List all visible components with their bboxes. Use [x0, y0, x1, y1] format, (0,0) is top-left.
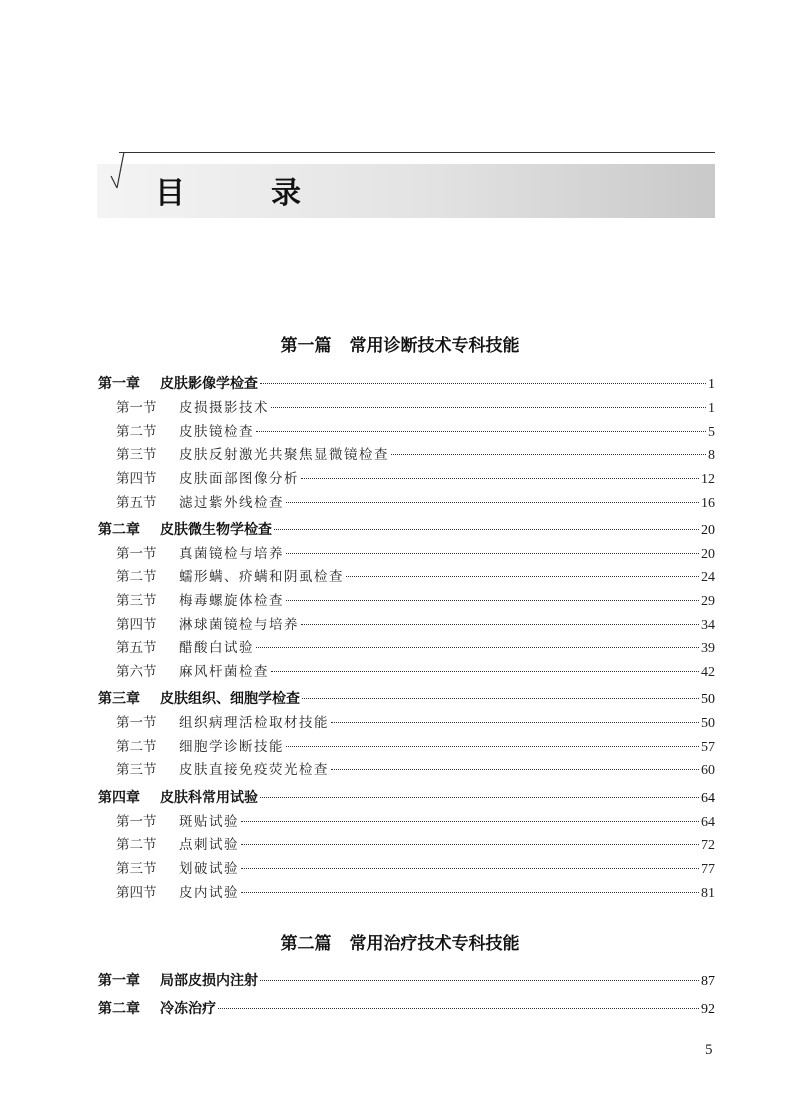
- dot-leader: [274, 529, 699, 530]
- dot-leader: [260, 383, 706, 384]
- toc-chapter-row[interactable]: [98, 970, 715, 992]
- page-ref: 50: [701, 716, 715, 731]
- toc-chapter-row[interactable]: [98, 998, 715, 1020]
- chapter-number: 第二章: [98, 522, 140, 538]
- section-title: 淋球菌镜检与培养: [179, 617, 299, 633]
- dot-leader: [260, 980, 699, 981]
- banner-rule: [119, 152, 715, 153]
- section-title: 组织病理活检取材技能: [179, 715, 329, 731]
- part-heading: [0, 331, 800, 356]
- chapter-number: 第四章: [98, 790, 140, 806]
- section-number: 第二节: [116, 424, 157, 440]
- toc-chapter-row[interactable]: [98, 787, 715, 809]
- section-title: 麻风杆菌检查: [179, 664, 269, 680]
- page-ref: 81: [701, 886, 715, 901]
- section-title: 醋酸白试验: [179, 640, 254, 656]
- chapter-number: 第二章: [98, 1001, 140, 1017]
- toc-chapter-row[interactable]: [98, 373, 715, 395]
- dot-leader: [286, 502, 699, 503]
- dot-leader: [346, 576, 699, 577]
- dot-leader: [301, 624, 699, 625]
- section-number: 第二节: [116, 569, 157, 585]
- page-ref: 64: [701, 815, 715, 830]
- chapter-title: 冷冻治疗: [160, 1001, 216, 1017]
- section-title: 梅毒螺旋体检查: [179, 593, 284, 609]
- section-title: 皮肤反射激光共聚焦显微镜检查: [179, 447, 389, 463]
- chapter-number: 第一章: [98, 376, 140, 392]
- part-title: 常用诊断技术专科技能: [349, 336, 520, 356]
- dot-leader: [302, 698, 699, 699]
- page-ref: 8: [708, 448, 715, 463]
- toc-section-row[interactable]: [116, 566, 715, 588]
- page-ref: 29: [701, 594, 715, 609]
- toc-section-row[interactable]: [116, 614, 715, 636]
- section-title: 细胞学诊断技能: [179, 739, 284, 755]
- dot-leader: [241, 821, 699, 822]
- toc-section-row[interactable]: [116, 712, 715, 734]
- page-ref: 42: [701, 665, 715, 680]
- part-title: 常用治疗技术专科技能: [349, 934, 520, 954]
- section-title: 皮损摄影技术: [179, 400, 269, 416]
- section-number: 第二节: [116, 739, 157, 755]
- part-heading: [0, 929, 800, 954]
- page-ref: 20: [701, 547, 715, 562]
- page-ref: 60: [701, 763, 715, 778]
- toc-section-row[interactable]: [116, 661, 715, 683]
- page-number: 5: [705, 1042, 713, 1058]
- chapter-title: 皮肤组织、细胞学检查: [160, 691, 300, 707]
- section-number: 第四节: [116, 885, 157, 901]
- toc-section-row[interactable]: [116, 811, 715, 833]
- toc-section-row[interactable]: [116, 834, 715, 856]
- section-number: 第三节: [116, 861, 157, 877]
- dot-leader: [286, 600, 699, 601]
- page-ref: 87: [701, 974, 715, 989]
- page-ref: 12: [701, 472, 715, 487]
- dot-leader: [241, 892, 699, 893]
- toc-section-row[interactable]: [116, 492, 715, 514]
- dot-leader: [331, 769, 699, 770]
- page-ref: 5: [708, 425, 715, 440]
- section-title: 蠕形螨、疥螨和阴虱检查: [179, 569, 344, 585]
- dot-leader: [301, 478, 699, 479]
- toc-section-row[interactable]: [116, 444, 715, 466]
- chapter-number: 第三章: [98, 691, 140, 707]
- section-title: 皮内试验: [179, 885, 239, 901]
- toc-section-row[interactable]: [116, 421, 715, 443]
- page-ref: 24: [701, 570, 715, 585]
- page-ref: 50: [701, 692, 715, 707]
- dot-leader: [331, 722, 699, 723]
- chapter-title: 皮肤微生物学检查: [160, 522, 272, 538]
- toc-chapter-row[interactable]: [98, 519, 715, 541]
- dot-leader: [260, 797, 699, 798]
- page-ref: 1: [708, 377, 715, 392]
- section-number: 第五节: [116, 640, 157, 656]
- page-ref: 64: [701, 791, 715, 806]
- page-ref: 16: [701, 496, 715, 511]
- toc-section-row[interactable]: [116, 397, 715, 419]
- toc-section-row[interactable]: [116, 590, 715, 612]
- dot-leader: [271, 407, 706, 408]
- section-title: 皮肤镜检查: [179, 424, 254, 440]
- toc-section-row[interactable]: [116, 882, 715, 904]
- section-title: 划破试验: [179, 861, 239, 877]
- page-ref: 20: [701, 523, 715, 538]
- toc-section-row[interactable]: [116, 759, 715, 781]
- toc-banner: [97, 150, 715, 220]
- section-number: 第五节: [116, 495, 157, 511]
- section-number: 第三节: [116, 447, 157, 463]
- toc-section-row[interactable]: [116, 468, 715, 490]
- page-ref: 34: [701, 618, 715, 633]
- section-number: 第一节: [116, 715, 157, 731]
- part-number: 第一篇: [280, 336, 332, 356]
- page-ref: 39: [701, 641, 715, 656]
- section-title: 皮肤面部图像分析: [179, 471, 299, 487]
- section-number: 第四节: [116, 471, 157, 487]
- section-number: 第一节: [116, 546, 157, 562]
- dot-leader: [391, 454, 706, 455]
- section-number: 第二节: [116, 837, 157, 853]
- page-ref: 92: [701, 1002, 715, 1017]
- toc-section-row[interactable]: [116, 543, 715, 565]
- section-title: 滤过紫外线检查: [179, 495, 284, 511]
- section-number: 第三节: [116, 762, 157, 778]
- chapter-number: 第一章: [98, 973, 140, 989]
- toc-section-row[interactable]: [116, 858, 715, 880]
- dot-leader: [241, 844, 699, 845]
- part-number: 第二篇: [280, 934, 332, 954]
- chapter-title: 局部皮损内注射: [160, 973, 258, 989]
- dot-leader: [241, 868, 699, 869]
- chapter-title: 皮肤科常用试验: [160, 790, 258, 806]
- section-title: 斑贴试验: [179, 814, 239, 830]
- dot-leader: [271, 671, 699, 672]
- section-title: 点刺试验: [179, 837, 239, 853]
- dot-leader: [218, 1008, 699, 1009]
- section-title: 真菌镜检与培养: [179, 546, 284, 562]
- section-number: 第三节: [116, 593, 157, 609]
- section-number: 第六节: [116, 664, 157, 680]
- toc-section-row[interactable]: [116, 736, 715, 758]
- toc-section-row[interactable]: [116, 637, 715, 659]
- page-title: 目 录: [155, 176, 329, 211]
- section-number: 第一节: [116, 400, 157, 416]
- section-number: 第四节: [116, 617, 157, 633]
- dot-leader: [256, 431, 706, 432]
- page-ref: 72: [701, 838, 715, 853]
- section-number: 第一节: [116, 814, 157, 830]
- page-ref: 1: [708, 401, 715, 416]
- page-ref: 57: [701, 740, 715, 755]
- dot-leader: [286, 746, 699, 747]
- chapter-title: 皮肤影像学检查: [160, 376, 258, 392]
- dot-leader: [256, 647, 699, 648]
- section-title: 皮肤直接免疫荧光检查: [179, 762, 329, 778]
- dot-leader: [286, 553, 699, 554]
- toc-chapter-row[interactable]: [98, 688, 715, 710]
- banner-slash-decoration: [97, 150, 125, 190]
- page-ref: 77: [701, 862, 715, 877]
